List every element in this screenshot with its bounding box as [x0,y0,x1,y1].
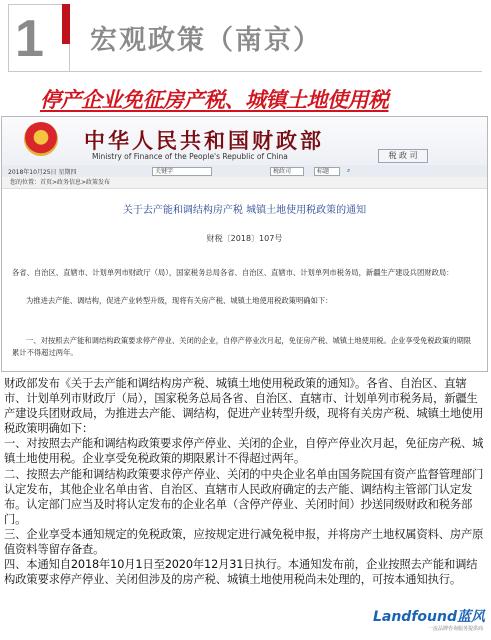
ministry-header [2,117,487,165]
search-icon[interactable]: ⌕ [347,167,351,174]
notice-paragraph: 各省、自治区、直辖市、计划单列市财政厅（局），国家税务总局各省、自治区、直辖市、计划单列市税务局，新疆生产建设兵团财政局： [12,268,454,277]
site-toolbar [2,165,487,177]
slide-number-box [8,4,70,72]
notice-paragraph: 为推进去产能、调结构，促进产业转型升级，现将有关房产税、城镇土地使用税政策明确如下： [26,296,333,305]
accent-bar [62,4,70,44]
document-number: 财税〔2018〕107号 [206,234,283,243]
department-tag[interactable]: 税 政 司 [378,149,428,163]
summary-paragraph: 四、本通知自2018年10月1日至2020年12月31日执行。本通知发布前，企业按照去产能和调结构政策要求停产停业、关闭但涉及的房产税、城镇土地使用税尚未处理的，可按本通知执行。 [4,558,478,587]
logo-text: Landfound蓝风 [372,609,485,625]
ministry-name-en: Ministry of Finance of the People's Republic of China [92,152,288,161]
ministry-name-cn: 中华人民共和国财政部 [84,128,324,153]
national-emblem-icon [24,122,58,156]
breadcrumb[interactable]: 您的位置：首页>政务信息>政策发布 [2,177,487,189]
slide-subtitle: 停产企业免征房产税、城镇土地使用税 [40,88,389,112]
notice-title: 关于去产能和调结构房产税 城镇土地使用税政策的通知 [122,205,367,216]
scope-select[interactable]: 税政司 [270,167,304,176]
document-screenshot [1,116,488,372]
slide-title: 宏观政策（南京） [90,25,322,56]
landfound-logo [372,606,485,636]
toolbar-date: 2018年10月25日 星期四 [8,169,77,176]
field-select[interactable]: 标题 [314,167,340,176]
summary-paragraph: 二、按照去产能和调结构政策要求停产停业、关闭的中央企业名单由国务院国有资产监督管理部门认定发布，其他企业名单由省、自治区、直辖市人民政府确定的去产能、调结构主管部门认定发布。认定部门应当及时将认定发布的企业名单（含停产停业、关闭时间）抄送同级财政和税务部门。 [4,467,484,526]
policy-summary [4,376,488,587]
summary-paragraph: 一、对按照去产能和调结构政策要求停产停业、关闭的企业，自停产停业次月起，免征房产税、城镇土地使用税。企业享受免税政策的期限累计不得超过两年。 [4,437,484,466]
notice-paragraph: 一、对按照去产能和调结构政策要求停产停业、关闭的企业，自停产停业次月起，免征房产税、城镇土地使用税。企业享受免税政策的期限累计不得超过两年。 [12,336,472,357]
summary-paragraph: 三、企业享受本通知规定的免税政策，应按规定进行减免税申报，并将房产土地权属资料、房产原值资料等留存备查。 [4,527,484,557]
slide-number: 1 [15,10,44,68]
header-divider [70,71,482,72]
summary-paragraph: 财政部发布《关于去产能和调结构房产税、城镇土地使用税政策的通知》。各省、自治区、直辖市、计划单列市财政厅（局），国家税务总局各省、自治区、直辖市、计划单列市税务局，新疆生产建设兵团财政局，为推进去产能、调结构，促进产业转型升级，现将有关房产税、城镇土地使用税政策明确如下： [4,377,484,436]
logo-tagline: 一流品牌咨询服务提供商 [427,626,483,632]
search-input[interactable]: 关键字 [152,167,212,176]
